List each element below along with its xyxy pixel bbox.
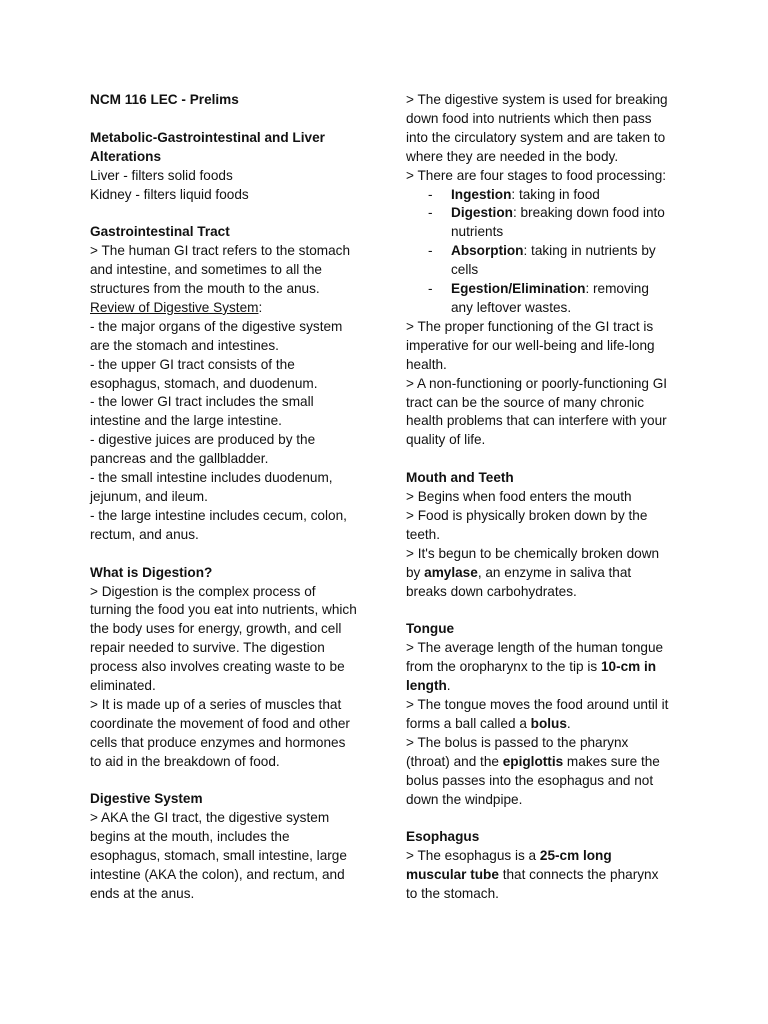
text-line: by amylase, an enzyme in saliva that bbox=[406, 564, 632, 580]
section-heading-what-is-digestion: What is Digestion? bbox=[90, 564, 213, 580]
text-line: where they are needed in the body. bbox=[406, 148, 619, 164]
text-line: bolus passes into the esophagus and not bbox=[406, 772, 654, 788]
text-line: - the lower GI tract includes the small bbox=[90, 394, 314, 410]
term-25cm: 25-cm long bbox=[539, 848, 612, 864]
text-line: (throat) and the epiglottis makes sure the bbox=[406, 753, 660, 769]
text-line: tract can be the source of many chronic bbox=[406, 394, 645, 410]
text-line: forms a ball called a bolus. bbox=[406, 715, 571, 731]
text-line: are the stomach and intestines. bbox=[90, 337, 279, 353]
text-line: into the circulatory system and are taken to bbox=[406, 129, 666, 145]
text-line: health problems that can interfere with your bbox=[406, 413, 667, 429]
text-line: - the small intestine includes duodenum, bbox=[90, 470, 333, 486]
term-length: length bbox=[406, 678, 447, 694]
text-line: - digestive juices are produced by the bbox=[90, 432, 316, 448]
text-line: down food into nutrients which then pass bbox=[406, 110, 652, 126]
section-heading-esophagus: Esophagus bbox=[406, 829, 480, 845]
text-line: from the oropharynx to the tip is 10-cm in bbox=[406, 659, 657, 675]
section-heading-digestive-system: Digestive System bbox=[90, 791, 203, 807]
text-line: > Food is physically broken down by the bbox=[406, 507, 648, 523]
text-line: imperative for our well-being and life-long bbox=[406, 337, 655, 353]
document-title: NCM 116 LEC - Prelims bbox=[90, 92, 239, 107]
text-line: ends at the anus. bbox=[90, 886, 195, 901]
text-line: > Digestion is the complex process of bbox=[90, 583, 316, 599]
left-column bbox=[90, 91, 370, 904]
text-line: Kidney - filters liquid foods bbox=[90, 186, 249, 202]
term-text-cont: cells bbox=[451, 262, 479, 278]
text-line: breaks down carbohydrates. bbox=[406, 583, 577, 599]
text-line: > The human GI tract refers to the stomach bbox=[90, 243, 351, 259]
text-line: rectum, and anus. bbox=[90, 526, 199, 542]
term-text: : taking in nutrients by bbox=[523, 243, 656, 259]
term-text: : removing bbox=[585, 281, 649, 297]
list-item-ingestion bbox=[406, 186, 681, 205]
text-line: the body uses for energy, growth, and cell bbox=[90, 621, 342, 637]
section-heading-gi-tract: Gastrointestinal Tract bbox=[90, 224, 230, 240]
term-muscular-tube: muscular tube bbox=[406, 867, 499, 883]
text-line: > The tongue moves the food around until it bbox=[406, 696, 669, 712]
text-line: turning the food you eat into nutrients, which bbox=[90, 602, 357, 618]
text-line: and intestine, and sometimes to all the bbox=[90, 262, 322, 278]
text-line: esophagus, stomach, small intestine, large bbox=[90, 848, 347, 864]
list-item-digestion bbox=[406, 204, 681, 242]
text-line: > The digestive system is used for breaking bbox=[406, 92, 668, 107]
text-line: > The esophagus is a 25-cm long bbox=[406, 848, 612, 864]
list-item-egestion bbox=[406, 280, 681, 318]
text-line: eliminated. bbox=[90, 678, 156, 694]
text-line: begins at the mouth, includes the bbox=[90, 829, 290, 845]
list-dash: - bbox=[428, 243, 433, 259]
term-text: : breaking down food into bbox=[512, 205, 665, 221]
text-line: to the stomach. bbox=[406, 886, 499, 902]
text-line: health. bbox=[406, 356, 447, 372]
text-line: quality of life. bbox=[406, 432, 486, 448]
term-epiglottis: epiglottis bbox=[502, 753, 564, 769]
term-text: : taking in food bbox=[511, 186, 600, 202]
text-line: coordinate the movement of food and other bbox=[90, 715, 350, 731]
list-dash: - bbox=[428, 281, 433, 297]
text-line: > The proper functioning of the GI tract is bbox=[406, 318, 654, 334]
term-amylase: amylase bbox=[424, 564, 478, 580]
text-line: intestine (AKA the colon), and rectum, and bbox=[90, 867, 345, 883]
right-column bbox=[406, 91, 681, 904]
list-dash: - bbox=[428, 186, 433, 202]
text-line: to aid in the breakdown of food. bbox=[90, 753, 280, 769]
text-line: muscular tube that connects the pharynx bbox=[406, 867, 659, 883]
list-dash: - bbox=[428, 205, 433, 221]
text-line: pancreas and the gallbladder. bbox=[90, 451, 269, 467]
text-line: down the windpipe. bbox=[406, 791, 523, 807]
text-line: > There are four stages to food processing: bbox=[406, 167, 667, 183]
text-line: esophagus, stomach, and duodenum. bbox=[90, 375, 318, 391]
list-item-absorption bbox=[406, 242, 681, 280]
text-line: structures from the mouth to the anus. bbox=[90, 281, 320, 297]
section-heading-tongue: Tongue bbox=[406, 621, 455, 637]
term-text-cont: nutrients bbox=[451, 224, 504, 240]
section-heading-metabolic: Metabolic-Gastrointestinal and Liver bbox=[90, 129, 325, 145]
text-line: - the large intestine includes cecum, colon, bbox=[90, 507, 347, 523]
section-heading-mouth-teeth: Mouth and Teeth bbox=[406, 470, 514, 486]
text-line: jejunum, and ileum. bbox=[90, 489, 208, 504]
text-line: > AKA the GI tract, the digestive system bbox=[90, 810, 330, 826]
term-10cm: 10-cm in bbox=[600, 659, 657, 675]
term-ingestion: Ingestion bbox=[451, 186, 512, 202]
text-line: Liver - filters solid foods bbox=[90, 167, 233, 183]
text-line: intestine and the large intestine. bbox=[90, 413, 282, 429]
text-line: process also involves creating waste to be bbox=[90, 659, 345, 675]
review-colon: : bbox=[258, 299, 263, 315]
term-text-cont: any leftover wastes. bbox=[451, 299, 572, 315]
term-digestion: Digestion bbox=[451, 205, 513, 221]
text-line: - the major organs of the digestive system bbox=[90, 318, 343, 334]
term-egestion: Egestion/Elimination bbox=[451, 281, 586, 297]
text-line: - the upper GI tract consists of the bbox=[90, 356, 295, 372]
text-line: > The bolus is passed to the pharynx bbox=[406, 734, 629, 750]
text-line: > A non-functioning or poorly-functioning GI bbox=[406, 375, 668, 391]
section-heading-metabolic-cont: Alterations bbox=[90, 148, 162, 164]
text-line: cells that produce enzymes and hormones bbox=[90, 734, 346, 750]
term-bolus: bolus bbox=[530, 715, 567, 731]
text-line: repair needed to survive. The digestion bbox=[90, 640, 325, 656]
review-label: Review of Digestive System bbox=[90, 299, 259, 315]
text-line: teeth. bbox=[406, 526, 441, 542]
text-line: > It's begun to be chemically broken down bbox=[406, 545, 660, 561]
text-line: > Begins when food enters the mouth bbox=[406, 489, 632, 505]
text-line: length. bbox=[406, 678, 451, 694]
text-line: > The average length of the human tongue bbox=[406, 640, 664, 656]
review-subheading bbox=[90, 299, 370, 318]
text-line: > It is made up of a series of muscles that bbox=[90, 696, 342, 712]
term-absorption: Absorption bbox=[451, 243, 524, 259]
